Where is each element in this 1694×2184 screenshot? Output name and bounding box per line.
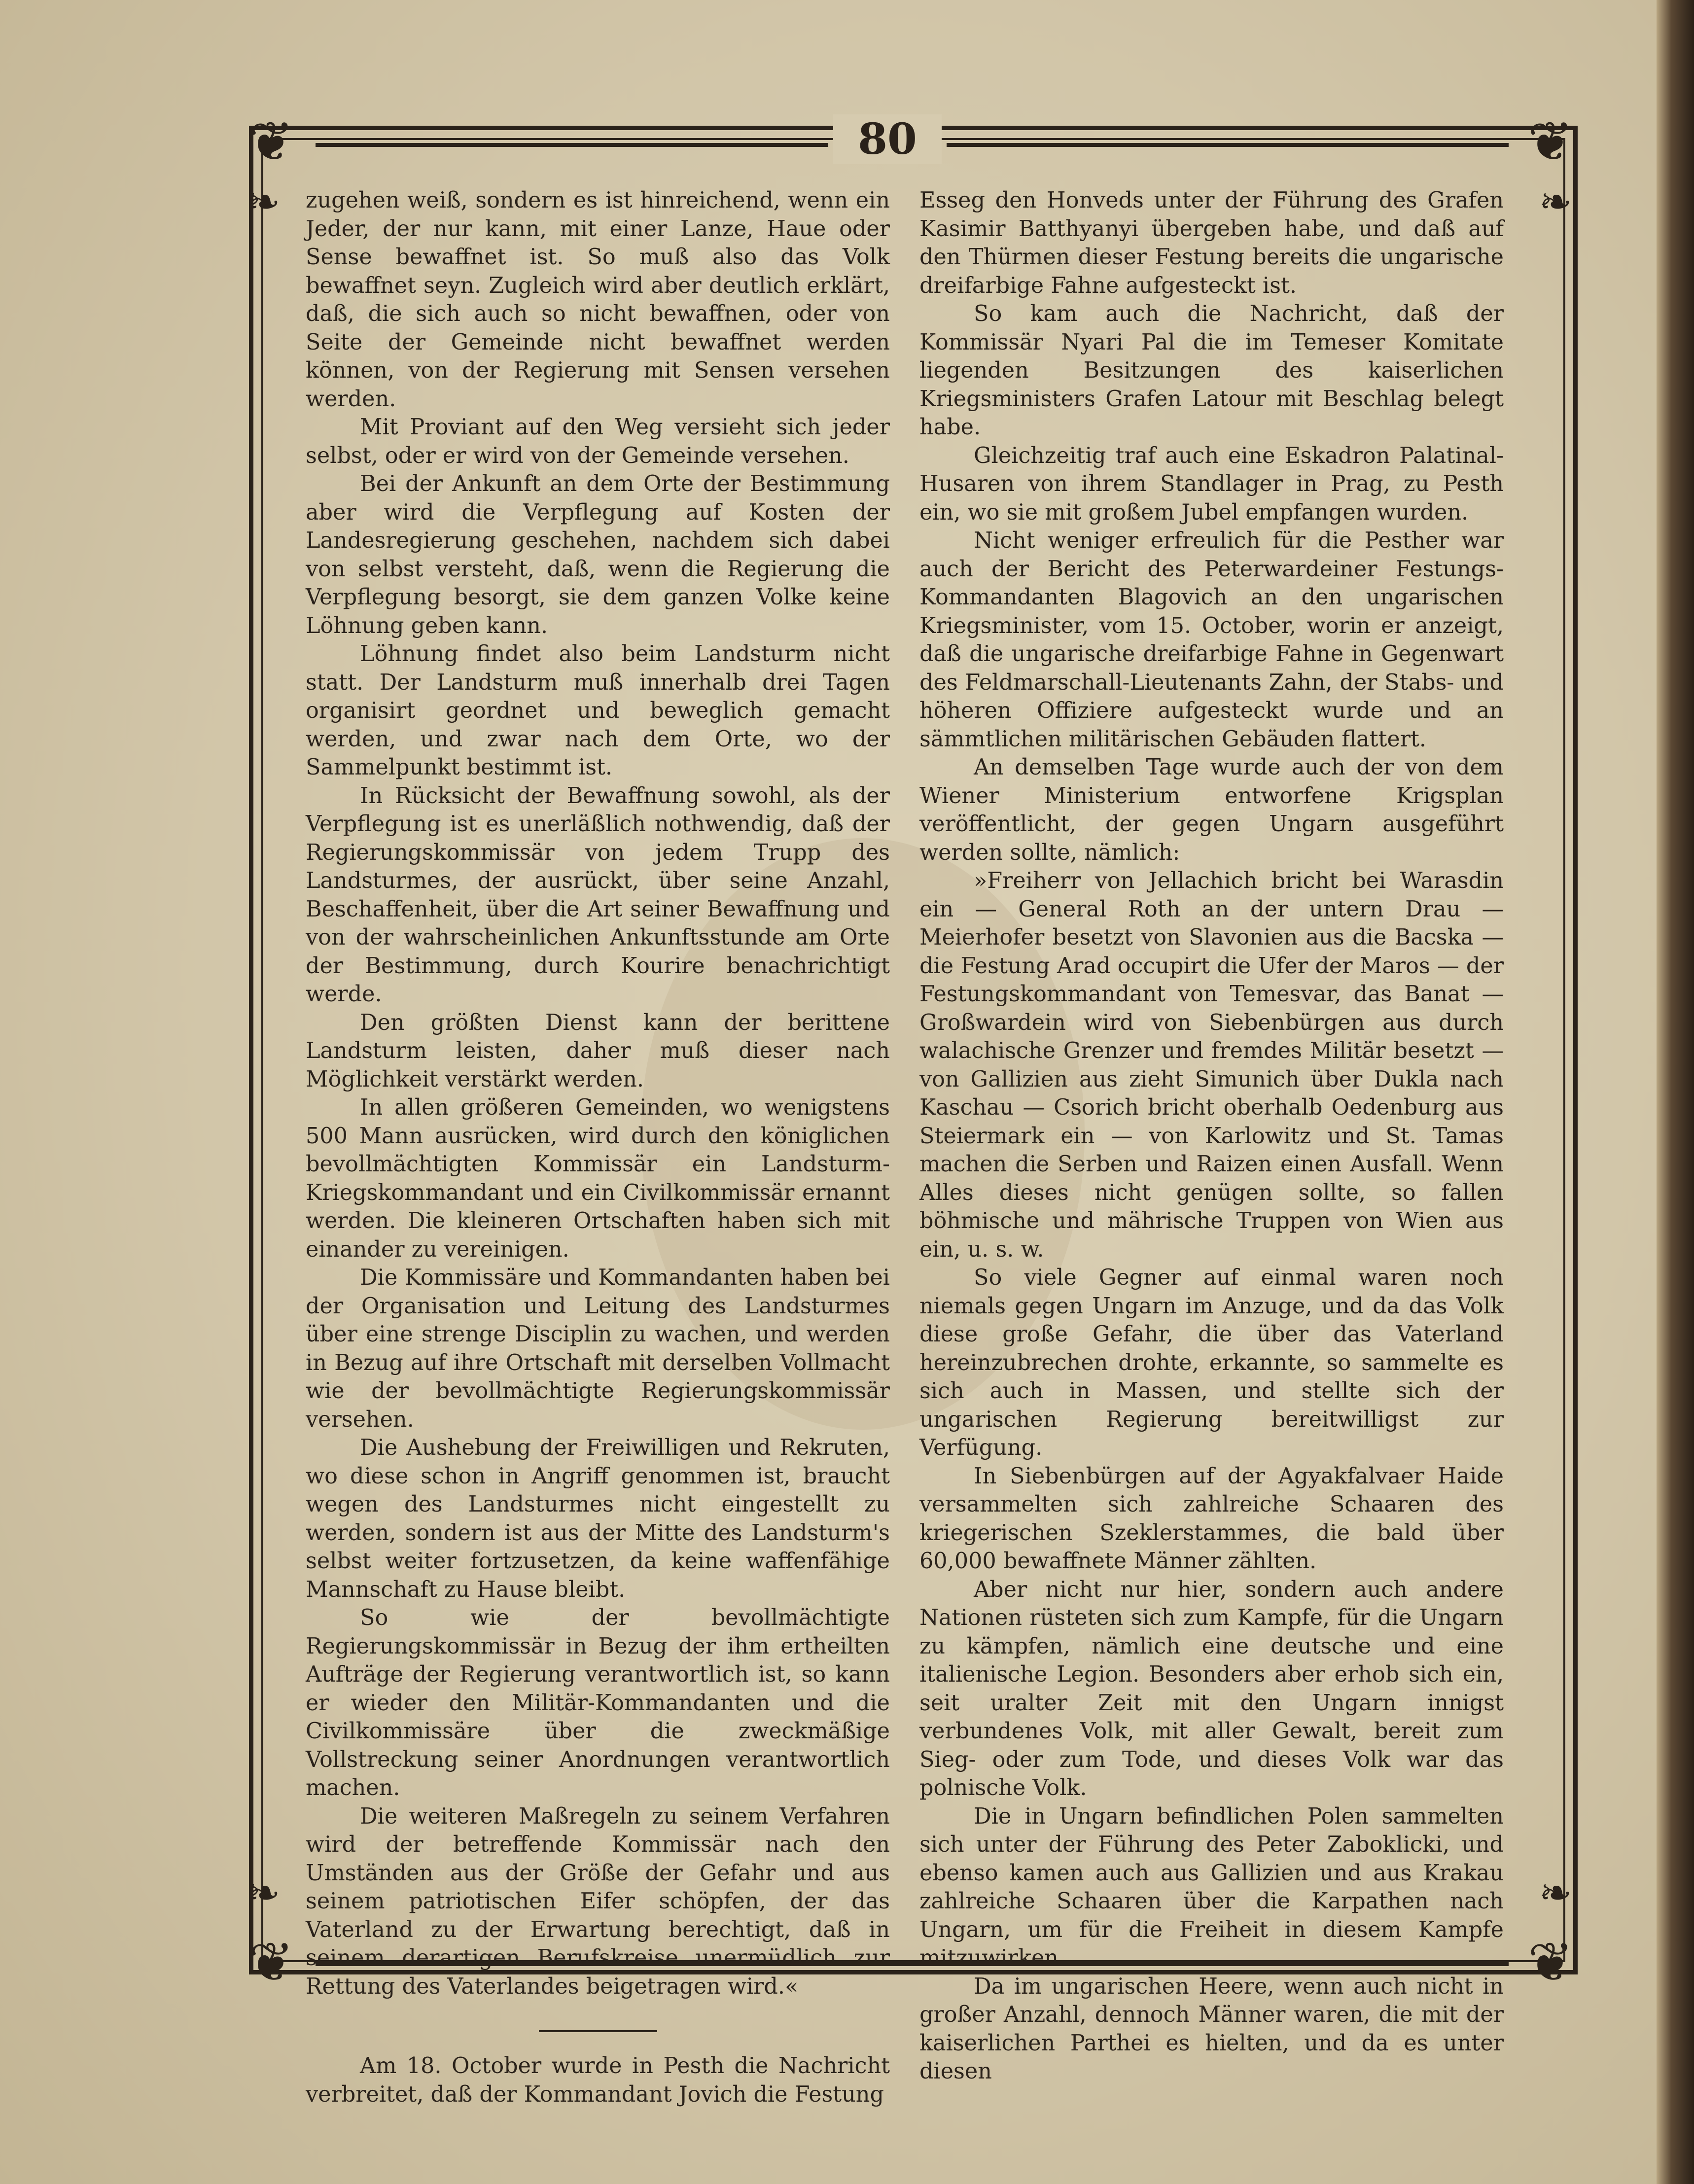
paragraph: In allen größeren Gemeinden, wo wenigstens 500 Mann ausrücken, wird durch den königlichen bevollmächtigten Kommissär ein Landsturm-Kriegskommandant und ein Civilkommissär ernannt werden. Die kleineren Ortschaften haben sich mit einander zu vereinigen.	[306, 1095, 890, 1262]
paragraph: So wie der bevollmächtigte Regierungskommissär in Bezug der ihm ertheilten Aufträge der Regierung verantwortlich ist, so kann er wieder den Militär-Kommandanten und die Civilkommissäre über die zweckmäßige Vollstreckung seiner Anordnungen verantwortlich machen.	[306, 1605, 890, 1800]
paragraph: »Freiherr von Jellachich bricht bei Warasdin ein — General Roth an der untern Drau — Meierhofer besetzt von Slavonien aus die Bacska — die Festung Arad occupirt die Ufer der Maros — der Festungskommandant von Temesvar, das Banat — Großwardein wird von Siebenbürgen aus durch walachische Grenzer und fremdes Militär besetzt — von Gallizien aus zieht Simunich über Dukla nach Kaschau — Csorich bricht oberhalb Oedenburg aus Steiermark ein — von Karlowitz und St. Tamas machen die Serben und Raizen einen Ausfall. Wenn Alles dieses nicht genügen sollte, so fallen böhmische und mährische Truppen von Wien aus ein, u. s. w.	[919, 868, 1504, 1262]
right-column	[919, 186, 1504, 2086]
header-rule-left	[316, 143, 828, 147]
header-rule-right	[947, 143, 1509, 147]
corner-ornament-icon: ❦	[248, 1931, 294, 1994]
paragraph: Die Aushebung der Freiwilligen und Rekruten, wo diese schon in Angriff genommen ist, braucht wegen des Landsturmes nicht eingestellt zu werden, sondern ist aus der Mitte des Landsturm's selbst weiter fortzusetzen, da keine waffenfähige Mannschaft zu Hause bleibt.	[306, 1435, 890, 1602]
paragraph: Den größten Dienst kann der berittene Landsturm leisten, daher muß dieser nach Möglichkeit verstärkt werden.	[306, 1010, 890, 1092]
corner-ornament-icon: ❦	[1527, 1931, 1574, 1994]
paragraph: Am 18. October wurde in Pesth die Nachricht verbreitet, daß der Kommandant Jovich die Festung	[306, 2053, 890, 2107]
paragraph: Gleichzeitig traf auch eine Eskadron Palatinal-Husaren von ihrem Standlager in Prag, zu Pesth ein, wo sie mit großem Jubel empfangen wurden.	[919, 443, 1504, 525]
paragraph: In Siebenbürgen auf der Agyakfalvaer Haide versammelten sich zahlreiche Schaaren des kriegerischen Szeklerstammes, die bald über 60,000 bewaffnete Männer zählten.	[919, 1463, 1504, 1574]
book-binding	[1657, 0, 1694, 2184]
side-ornament-icon: ❧	[1539, 179, 1572, 225]
side-ornament-icon: ❧	[247, 1870, 281, 1916]
paragraph: Mit Proviant auf den Weg versieht sich jeder selbst, oder er wird von der Gemeinde versehen.	[306, 415, 890, 468]
paragraph: Da im ungarischen Heere, wenn auch nicht in großer Anzahl, dennoch Männer waren, die mit der kaiserlichen Parthei es hielten, und da es unter diesen	[919, 1973, 1504, 2084]
paragraph: So kam auch die Nachricht, daß der Kommissär Nyari Pal die im Temeser Komitate liegenden Besitzungen des kaiserlichen Kriegsministers Grafen Latour mit Beschlag belegt habe.	[919, 301, 1504, 440]
paragraph: zugehen weiß, sondern es ist hinreichend, wenn ein Jeder, der nur kann, mit einer Lanze, Haue oder Sense bewaffnet ist. So muß also das Volk bewaffnet seyn. Zugleich wird aber deutlich erklärt, daß, die sich auch so nicht bewaffnen, oder von Seite der Gemeinde nicht bewaffnet werden können, von der Regierung mit Sensen versehen werden.	[306, 188, 890, 412]
paragraph: In Rücksicht der Bewaffnung sowohl, als der Verpflegung ist es unerläßlich nothwendig, daß der Regierungskommissär von jedem Trupp des Landsturmes, der ausrückt, über seine Anzahl, Beschaffenheit, über die Art seiner Bewaffnung und von der wahrscheinlichen Ankunftsstunde am Orte der Bestimmung, durch Kourire benachrichtigt werde.	[306, 783, 890, 1007]
side-ornament-icon: ❧	[1539, 1870, 1572, 1916]
paragraph: Esseg den Honveds unter der Führung des Grafen Kasimir Batthyanyi übergeben habe, und daß auf den Thürmen dieser Festung bereits die ungarische dreifarbige Fahne aufgesteckt ist.	[919, 188, 1504, 298]
paragraph: Bei der Ankunft an dem Orte der Bestimmung aber wird die Verpflegung auf Kosten der Landesregierung geschehen, nachdem sich dabei von selbst versteht, daß, wenn die Regierung die Verpflegung besorgt, sie dem ganzen Volke keine Löhnung geben kann.	[306, 471, 890, 638]
section-divider	[539, 2030, 657, 2032]
paragraph: So viele Gegner auf einmal waren noch niemals gegen Ungarn im Anzuge, und da das Volk diese große Gefahr, die über das Vaterland hereinzubrechen drohte, erkannte, so sammelte es sich auch in Massen, und stellte sich der ungarischen Regierung bereitwilligst zur Verfügung.	[919, 1265, 1504, 1460]
left-column	[306, 186, 890, 2109]
paragraph: Die weiteren Maßregeln zu seinem Verfahren wird der betreffende Kommissär nach den Umständen aus der Größe der Gefahr und aus seinem patriotischen Eifer schöpfen, der das Vaterland zu der Erwartung berechtigt, daß in seinem derartigen Berufskreise unermüdlich zur Rettung des Vaterlandes beigetragen wird.«	[306, 1803, 890, 1999]
paragraph: Die Kommissäre und Kommandanten haben bei der Organisation und Leitung des Landsturmes über eine strenge Disciplin zu wachen, und werden in Bezug auf ihre Ortschaft mit derselben Vollmacht wie der bevollmächtigte Regierungskommissär versehen.	[306, 1265, 890, 1432]
paragraph: An demselben Tage wurde auch der von dem Wiener Ministerium entworfene Krigsplan veröffentlicht, der gegen Ungarn ausgeführt werden sollte, nämlich:	[919, 755, 1504, 865]
paragraph: Nicht weniger erfreulich für die Pesther war auch der Bericht des Peterwardeiner Festungs-Kommandanten Blagovich an den ungarischen Kriegsminister, vom 15. October, worin er anzeigt, daß die ungarische dreifarbige Fahne in Gegenwart des Feldmarschall-Lieutenants Zahn, der Stabs- und höheren Offiziere aufgesteckt wurde und an sämmtlichen militärischen Gebäuden flattert.	[919, 528, 1504, 752]
corner-ornament-icon: ❦	[248, 110, 294, 173]
paragraph: Aber nicht nur hier, sondern auch andere Nationen rüsteten sich zum Kampfe, für die Ungarn zu kämpfen, nämlich eine deutsche und eine italienische Legion. Besonders aber erhob sich ein, seit uralter Zeit mit den Ungarn innigst verbundenes Volk, mit aller Gewalt, bereit zum Sieg- oder zum Tode, und dieses Volk war das polnische Volk.	[919, 1577, 1504, 1800]
paragraph: Löhnung findet also beim Landsturm nicht statt. Der Landsturm muß innerhalb drei Tagen organisirt geordnet und beweglich gemacht werden, und zwar nach dem Orte, wo der Sammelpunkt bestimmt ist.	[306, 641, 890, 780]
side-ornament-icon: ❧	[247, 179, 281, 225]
page-number: 80	[833, 114, 942, 164]
paragraph: Die in Ungarn befindlichen Polen sammelten sich unter der Führung des Peter Zaboklicki, und ebenso kamen auch aus Gallizien und aus Krakau zahlreiche Schaaren über die Karpathen nach Ungarn, um für die Freiheit in diesem Kampfe mitzuwirken.	[919, 1803, 1504, 1971]
corner-ornament-icon: ❦	[1527, 110, 1574, 173]
